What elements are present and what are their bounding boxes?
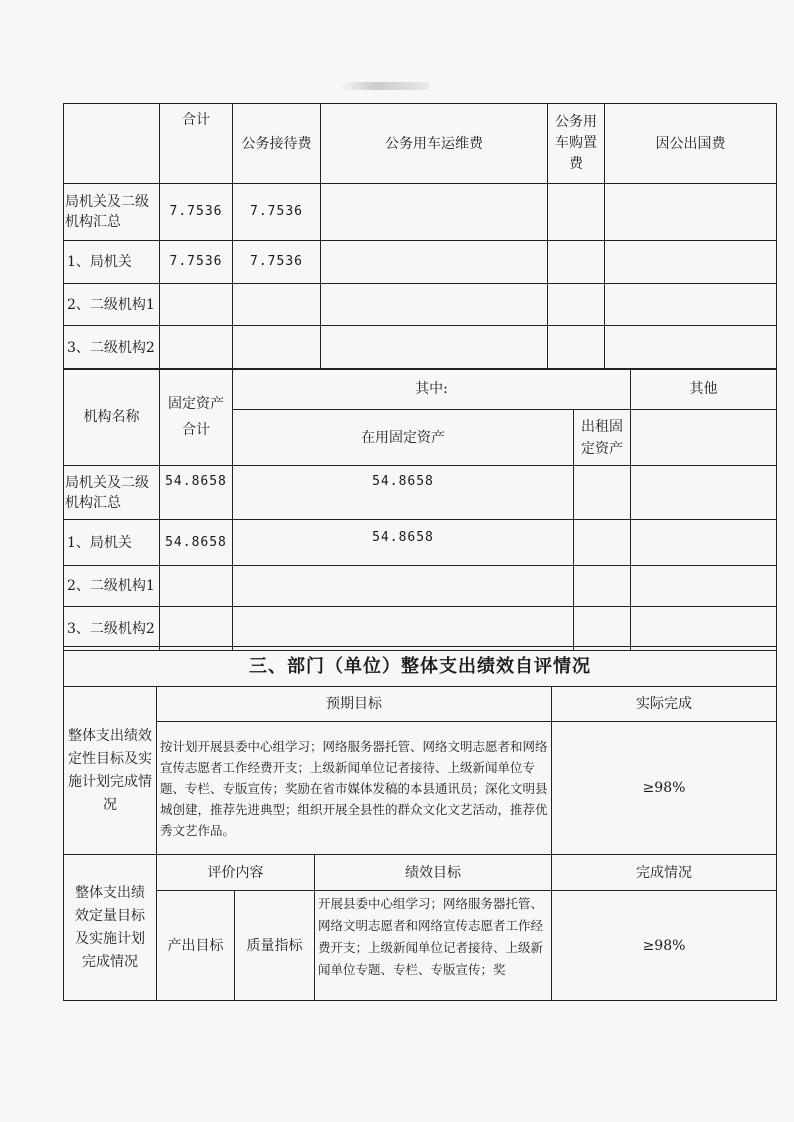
output-label: 产出目标 — [157, 891, 235, 1001]
quantitative-header-row — [64, 855, 777, 891]
row-reception: 7.7536 — [233, 241, 321, 284]
header-org-name: 机构名称 — [64, 369, 160, 466]
row-name: 2、二级机构1 — [64, 566, 160, 607]
target-text: 开展县委中心组学习；网络服务器托管、网络文明志愿者和网络宣传志愿者工作经费开支；上级新闻单位记者接待、上级新闻单位专题、专栏、专版宣传；奖 — [315, 891, 552, 1001]
actual-value: ≥98% — [552, 722, 777, 855]
header-vehicle-maint: 公务用车运维费 — [321, 104, 548, 184]
header-among: 其中: — [233, 369, 631, 410]
row-name: 局机关及二级机构汇总 — [64, 466, 160, 520]
row-name: 3、二级机构2 — [64, 607, 160, 651]
status-value: ≥98% — [552, 891, 777, 1001]
quantitative-content-row — [64, 891, 777, 1001]
table1-header-blank — [64, 104, 160, 184]
header-reception: 公务接待费 — [233, 104, 321, 184]
header-rented: 出租固定资产 — [574, 410, 631, 466]
table-row — [64, 520, 777, 566]
header-in-use: 在用固定资产 — [233, 410, 574, 466]
row-total — [160, 607, 233, 651]
header-fixed-total: 固定资产合计 — [160, 369, 233, 466]
row-total — [160, 284, 233, 326]
expected-text: 按计划开展县委中心组学习；网络服务器托管、网络文明志愿者和网络宣传志愿者工作经费开支；上级新闻单位记者接待、上级新闻单位专题、专栏、专版宣传；奖励在省市媒体发稿的本县通讯员；深化文明县城创建，推荐先进典型；组织开展全县性的群众文化文艺活动，推荐优秀文艺作品。 — [157, 722, 552, 855]
row-in-use: 54.8658 — [233, 466, 574, 520]
section-title: 三、部门（单位）整体支出绩效自评情况 — [64, 647, 777, 687]
table-row — [64, 184, 777, 241]
status-header: 完成情况 — [552, 855, 777, 891]
performance-table — [63, 646, 777, 1001]
row-total: 7.7536 — [160, 184, 233, 241]
eval-header: 评价内容 — [157, 855, 315, 891]
row-in-use — [233, 607, 574, 651]
row-total: 7.7536 — [160, 241, 233, 284]
qualitative-header-row — [64, 687, 777, 722]
row-total: 54.8658 — [160, 520, 233, 566]
row-in-use: 54.8658 — [233, 520, 574, 566]
row-name: 局机关及二级机构汇总 — [64, 184, 160, 241]
table2-header-row-1 — [64, 369, 777, 410]
header-other: 其他 — [631, 369, 777, 410]
row-total: 54.8658 — [160, 466, 233, 520]
row-name: 1、局机关 — [64, 520, 160, 566]
row-reception: 7.7536 — [233, 184, 321, 241]
row-name: 2、二级机构1 — [64, 284, 160, 326]
table-row — [64, 466, 777, 520]
row-reception — [233, 284, 321, 326]
header-total: 合计 — [160, 104, 233, 184]
table1-header-row — [64, 104, 777, 184]
table-row — [64, 326, 777, 370]
actual-header: 实际完成 — [552, 687, 777, 722]
table-row — [64, 284, 777, 326]
target-header: 绩效目标 — [315, 855, 552, 891]
qualitative-content-row — [64, 722, 777, 855]
row-reception — [233, 326, 321, 370]
scan-mark — [340, 82, 430, 90]
three-public-expense-table — [63, 103, 777, 370]
header-abroad: 因公出国费 — [605, 104, 777, 184]
row-name: 3、二级机构2 — [64, 326, 160, 370]
header-vehicle-purchase: 公务用车购置费 — [548, 104, 605, 184]
table-row — [64, 566, 777, 607]
fixed-assets-table — [63, 368, 777, 651]
row-name: 1、局机关 — [64, 241, 160, 284]
expected-header: 预期目标 — [157, 687, 552, 722]
row-in-use — [233, 566, 574, 607]
table-row — [64, 607, 777, 651]
quantitative-label: 整体支出绩效定量目标及实施计划完成情况 — [64, 855, 157, 1001]
table-row — [64, 241, 777, 284]
section-title-row — [64, 647, 777, 687]
quality-label: 质量指标 — [235, 891, 315, 1001]
qualitative-label: 整体支出绩效定性目标及实施计划完成情况 — [64, 687, 157, 855]
row-total — [160, 566, 233, 607]
row-total — [160, 326, 233, 370]
